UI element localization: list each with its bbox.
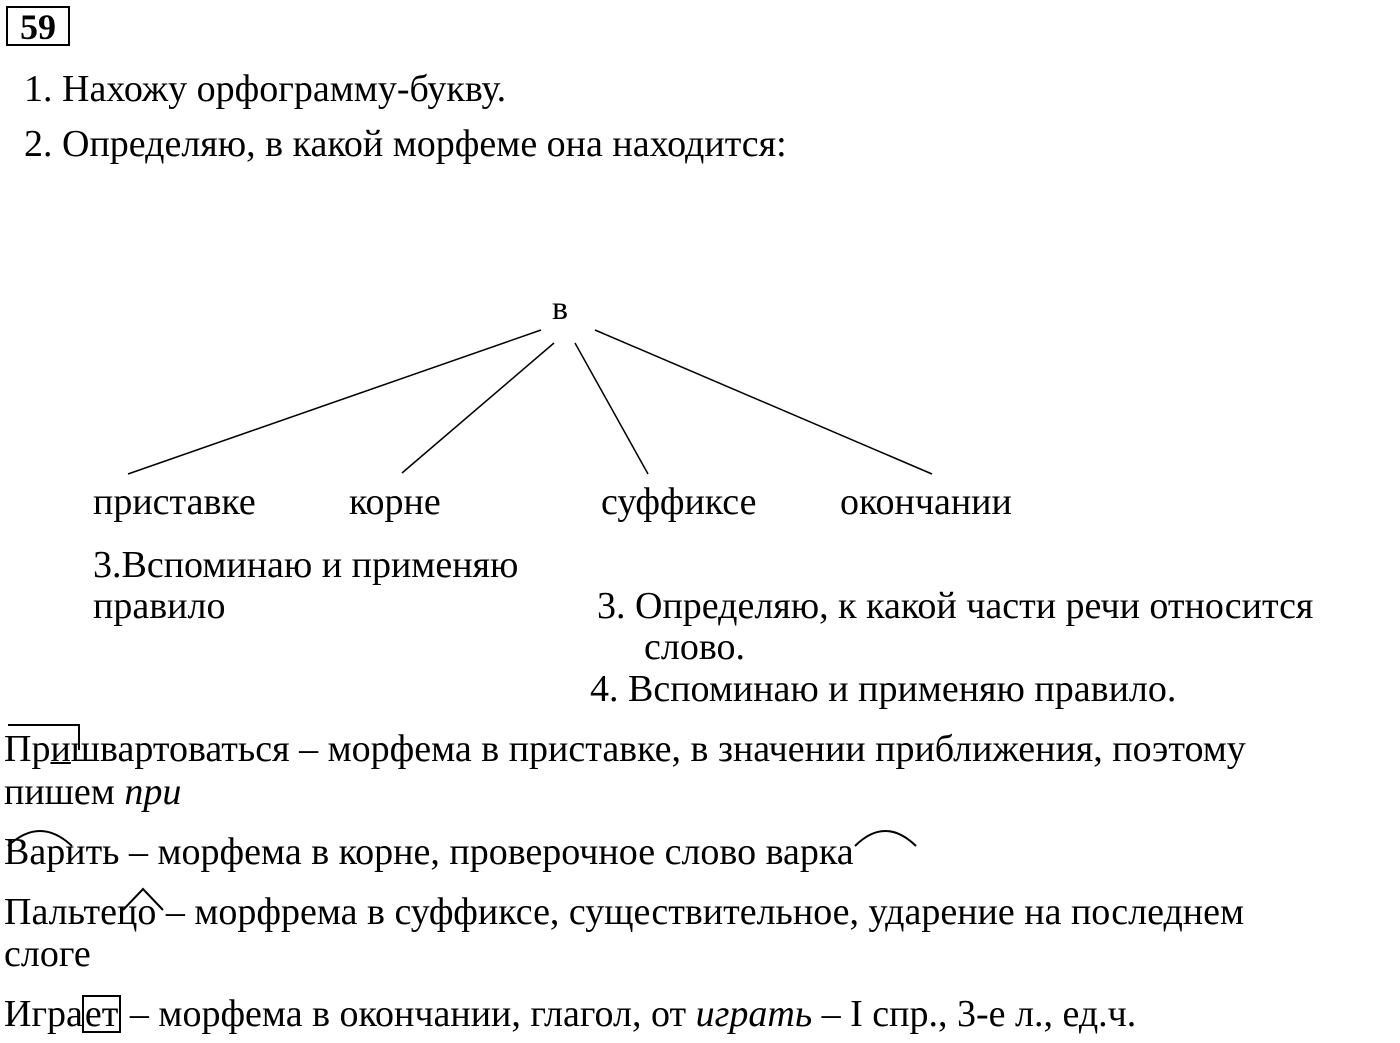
branch-label-suffix: суффиксе (601, 481, 757, 523)
branch-line-prefix (128, 330, 541, 474)
branch-label-prefix: приставке (93, 481, 256, 523)
ex2-word-rest: ть (85, 831, 120, 873)
ex4-tail: – I спр., 3-е л., ед.ч. (812, 993, 1137, 1035)
example-2-line (4, 833, 854, 871)
branch-label-ending: окончании (840, 481, 1012, 523)
ex3-explanation: – морфрема в суффиксе, существительное, ударение на последнем (156, 891, 1245, 933)
prefix-marked-word (4, 730, 71, 768)
branch-line-suffix (575, 343, 648, 474)
ex2-word-root: Вари (4, 831, 86, 873)
right-note-step4: 4. Вспоминаю и применяю правило. (590, 668, 1177, 710)
task-number-box: 59 (6, 6, 70, 46)
branch-label-root: корне (349, 481, 441, 523)
ex1-line2-text: пишем (4, 771, 125, 813)
branch-line-root (402, 343, 554, 473)
branch-line-ending (595, 330, 932, 474)
ex1-explanation: – морфема в приставке, в значении приближения, поэтому (289, 728, 1246, 770)
tree-root-letter: в (552, 290, 569, 327)
ex2-check-rest: ка (818, 831, 854, 873)
right-note-step3-line2: слово. (644, 626, 746, 668)
ex4-explanation: – морфема в окончании, глагол, от (120, 993, 696, 1035)
root-arc-varka (855, 831, 916, 846)
ex4-ending-box: ет (82, 995, 121, 1033)
ex4-italic-word: играть (695, 993, 813, 1035)
ex3-word-after: о (137, 891, 157, 933)
ex1-line2-italic: при (124, 771, 182, 813)
ex4-word-stem: Игра (4, 993, 83, 1035)
ex1-prefix-part1: Пр (4, 728, 51, 770)
right-note-step3-line1: 3. Определяю, к какой части речи относится (597, 585, 1314, 627)
ex3-word-suffix: ец (100, 891, 138, 933)
ex1-word-rest: швартоваться (70, 728, 290, 770)
example-4-line (4, 995, 1136, 1033)
prefix-bracket-mark (8, 724, 80, 750)
example-1-line2 (4, 773, 181, 811)
example-3-line2: слоге (4, 933, 91, 975)
step-2-text: 2. Определяю, в какой морфеме она находится: (24, 123, 787, 165)
ex1-prefix-vowel: и (50, 728, 71, 770)
example-1-line1 (4, 730, 1246, 768)
ex3-word-before: Пальт (4, 891, 101, 933)
left-note-line1: 3.Вспоминаю и применяю (93, 544, 519, 586)
left-note-line2: правило (93, 585, 226, 627)
example-3-line1 (4, 893, 1244, 931)
ex2-check-root: вар (765, 831, 819, 873)
step-1-text: 1. Нахожу орфограмму-букву. (24, 68, 507, 110)
ex2-explanation: – морфема в корне, проверочное слово (119, 831, 766, 873)
